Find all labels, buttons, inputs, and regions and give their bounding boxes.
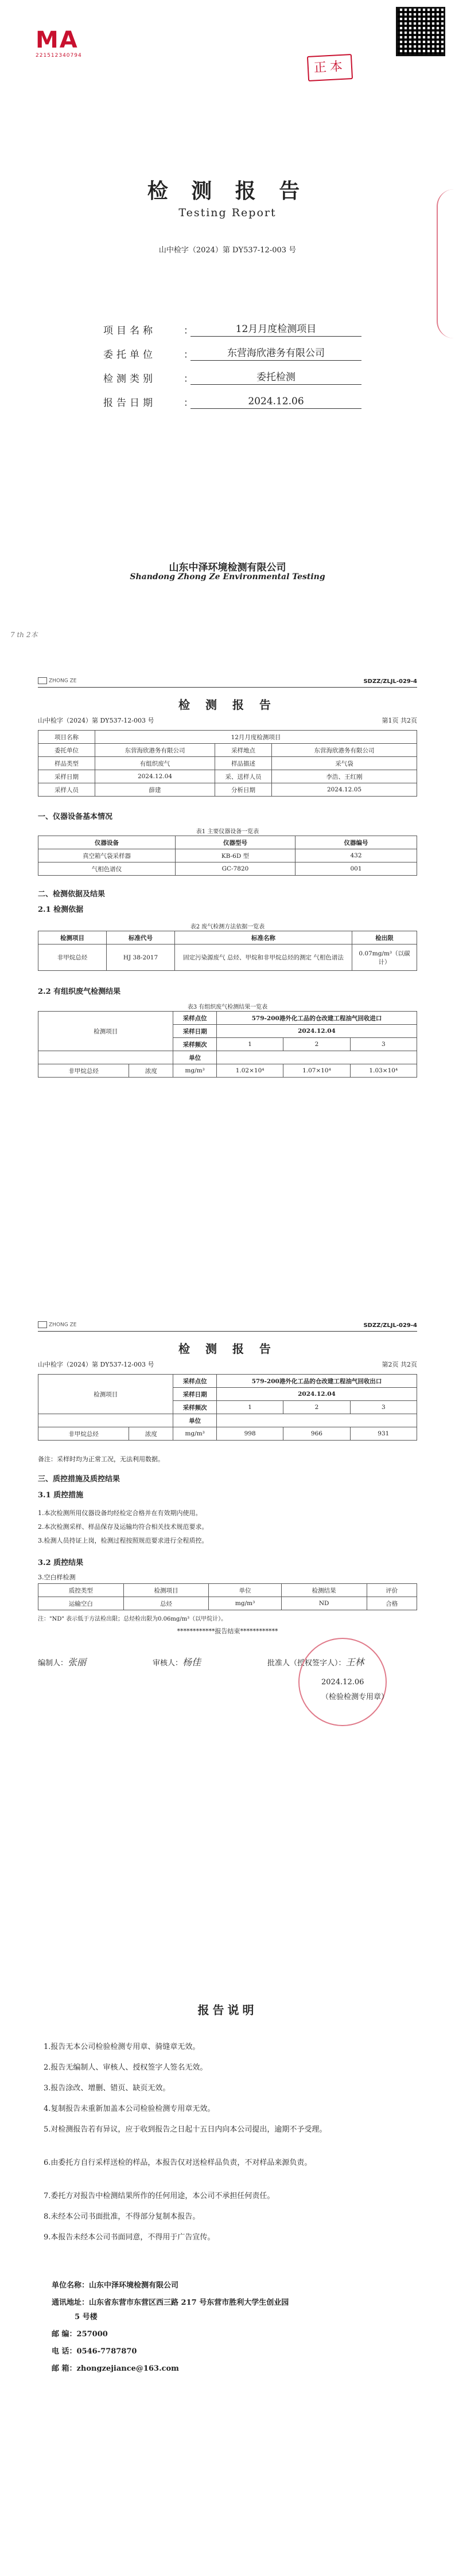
subsection-heading: 3.2 质控结果 [38,1559,84,1567]
table-row: 委托单位 东营海欣港务有限公司 采样地点 东营海欣港务有限公司 [38,744,417,757]
table-row: 非甲烷总烃 HJ 38-2017 固定污染源废气 总烃、甲烷和非甲烷总烃的测定 气相色谱法 0.07mg/m³（以碳计） [38,944,417,971]
qc-table [38,1583,417,1610]
table-row: 检测项目 标准代号 标准名称 检出限 [38,931,417,944]
table-row: 项目名称 12月月度检测项目 [38,731,417,744]
result-table-outlet [38,1374,417,1441]
subsection-heading: 2.1 检测依据 [38,905,84,914]
subsection-heading: 2.2 有组织废气检测结果 [38,988,121,996]
cma-number: 221512340794 [36,53,82,58]
logo-text: ZHONG ZE [49,1322,77,1328]
signature-date: 2024.12.06 [321,1678,364,1687]
contact-line: 邮 箱：zhongzejiance@163.com [52,2364,179,2373]
qr-code-icon [396,7,445,56]
signature: 张丽 [68,1657,87,1668]
table-row: 单位 [38,1414,417,1427]
explanation-item: 3.报告涂改、增删、错页、缺页无效。 [44,2084,170,2093]
cover-field-label: 项目名称 [103,325,156,337]
contact-line: 电 话：0546-7787870 [52,2347,137,2356]
table-row: 采样日期 2024.12.04 [38,1388,417,1401]
logo-mark-icon [38,1321,47,1328]
nd-note: 注："ND" 表示低于方法检出限；总烃检出限为0.06mg/m³（以甲烷计）。 [38,1616,227,1622]
contact-line: 单位名称：山东中泽环境检测有限公司 [52,2281,179,2290]
doc-code: SDZZ/ZLJL-029-4 [363,1322,417,1329]
cover-organization-en: Shandong Zhong Ze Environmental Testing [130,572,325,581]
table-note: 备注：采样时均为正常工况，无法利用数据。 [38,1455,164,1463]
cover-field-value: 2024.12.06 [190,396,361,409]
contact-line: 5 号楼 [75,2313,98,2321]
section-heading: 三、质控措施及质控结果 [38,1475,120,1484]
cover-field-label: 委托单位 [103,349,156,361]
section-heading: 一、仪器设备基本情况 [38,813,113,821]
table-row: 非甲烷总烃 浓度 mg/m³ 1.02×10⁴ 1.07×10⁴ 1.03×10⁴ [38,1064,417,1078]
cover-field-value: 12月月度检测项目 [190,321,361,337]
report-page-2 [0,1288,455,1932]
table-row: 采样人员 薛建 分析日期 2024.12.05 [38,783,417,797]
cma-stamp [36,28,98,69]
cover-field-row: 报告日期 ： 2024.12.06 [103,385,361,409]
report-number: 山中检字（2024）第 DY537-12-003 号 [38,1361,154,1368]
cover-report-number: 山中检字（2024）第 DY537-12-003 号 [158,246,297,255]
signature-label: 审核人： [153,1659,183,1668]
qc-measure: 1.本次检测所用仪器设备均经检定合格并在有效期内使用。 [38,1509,202,1517]
table-row: 采样频次 1 2 3 [38,1401,417,1414]
section-heading: 二、检测依据及结果 [38,890,106,899]
subsection-heading: 3.1 质控措施 [38,1491,84,1500]
result-table-inlet [38,1011,417,1078]
cover-field-row: 委托单位 ： 东营海欣港务有限公司 [103,337,361,361]
logo-mark-icon [38,677,47,684]
table-caption: 表3 有组织废气检测结果一览表 [187,1004,268,1010]
cover-page [0,0,455,644]
signature: 杨佳 [182,1657,201,1668]
report-title: 检 测 报 告 [178,1342,277,1356]
cover-field-row: 项目名称 ： 12月月度检测项目 [103,313,361,337]
explanation-item: 9.本报告未经本公司书面同意，不得用于广告宣传。 [44,2233,215,2242]
cover-field-value: 委托检测 [190,369,361,385]
signature-label: 编制人： [38,1659,68,1668]
cover-field-value: 东营海欣港务有限公司 [190,345,361,361]
cma-text: MA [36,27,79,53]
cover-fields [103,313,361,409]
explanation-title: 报告说明 [197,2003,258,2017]
table-row: 真空箱气袋采样器 KB-6D 型 432 [38,849,417,862]
handwritten-note: 7 th 2本 [10,631,38,639]
equipment-table [38,836,417,876]
explanation-item: 8.未经本公司书面批准，不得部分复制本报告。 [44,2212,200,2221]
table-row: 单位 [38,1051,417,1064]
table-caption: 表1 主要仪器设备一览表 [196,829,259,835]
report-end: ************报告结束************ [177,1627,278,1635]
seal-label: （检验检测专用章） [321,1693,389,1701]
table-row: 仪器设备 仪器型号 仪器编号 [38,836,417,849]
qc-measure: 3.检测人员持证上岗，检测过程按照规范要求进行全程质控。 [38,1537,208,1544]
original-stamp: 正本 [307,54,353,81]
doc-code: SDZZ/ZLJL-029-4 [363,678,417,685]
report-number: 山中检字（2024）第 DY537-12-003 号 [38,717,154,724]
report-title: 检 测 报 告 [178,698,277,712]
table-row: 采样日期 2024.12.04 采、送样人员 李浩、王红刚 [38,770,417,783]
company-logo [38,677,76,684]
explanation-item: 6.由委托方自行采样送检的样品，本报告仅对送检样品负责，不对样品来源负责。 [44,2159,312,2167]
explanation-item: 7.委托方对报告中检测结果所作的任何用途，本公司不承担任何责任。 [44,2192,275,2200]
explanation-item: 2.报告无编制人、审核人、授权签字人签名无效。 [44,2063,208,2072]
info-table [38,730,417,797]
header-rule [38,1331,417,1332]
table-caption: 表2 废气检测方法依据一览表 [190,924,265,930]
explanation-item: 5.对检测报告若有异议，应于收到报告之日起十五日内向本公司提出，逾期不予受理。 [44,2125,327,2134]
contact-line: 邮 编：257000 [52,2330,108,2339]
table-row: 气相色谱仪 GC-7820 001 [38,862,417,876]
table-row: 采样日期 2024.12.04 [38,1025,417,1038]
page-indicator: 第1页 共2页 [382,717,417,724]
explanation-item: 4.复制报告未重新加盖本公司检验检测专用章无效。 [44,2105,215,2113]
table-row: 检测项目 采样点位 579-200港外化工品的仓改建工程油气回收出口 [38,1375,417,1388]
signature: 王林 [345,1657,364,1668]
report-page-1 [0,644,455,1288]
cover-title: 检 测 报 告 [147,179,308,203]
table-row: 运输空白 总烃 mg/m³ ND 合格 [38,1597,417,1610]
method-table [38,931,417,971]
table-row: 样品类型 有组织废气 样品描述 采气袋 [38,757,417,770]
table-row: 质控类型 检测项目 单位 检测结果 评价 [38,1584,417,1597]
page-indicator: 第2页 共2页 [382,1361,417,1368]
qc-caption: 3.空白样检测 [38,1574,76,1581]
company-logo [38,1321,76,1328]
table-row: 检测项目 采样点位 579-200港外化工品的仓改建工程油气回收进口 [38,1012,417,1025]
cover-organization: 山东中泽环境检测有限公司 [169,562,286,573]
contact-line: 通讯地址：山东省东营市东营区西三路 217 号东营市胜利大学生创业园 [52,2298,289,2307]
table-row: 非甲烷总烃 浓度 mg/m³ 998 966 931 [38,1427,417,1441]
cover-subtitle: Testing Report [178,206,277,219]
signature-label: 批准人（授权签字人）： [267,1659,346,1668]
qc-measure: 2.本次检测采样、样品保存及运输均符合相关技术规范要求。 [38,1523,208,1531]
table-row: 采样频次 1 2 3 [38,1038,417,1051]
explanation-page [0,1932,455,2576]
header-rule [38,687,417,688]
explanation-item: 1.报告无本公司检验检测专用章、骑缝章无效。 [44,2043,200,2051]
logo-text: ZHONG ZE [49,678,77,684]
cover-field-label: 检测类别 [103,373,156,385]
cover-field-row: 检测类别 ： 委托检测 [103,361,361,385]
cover-field-label: 报告日期 [103,397,156,409]
